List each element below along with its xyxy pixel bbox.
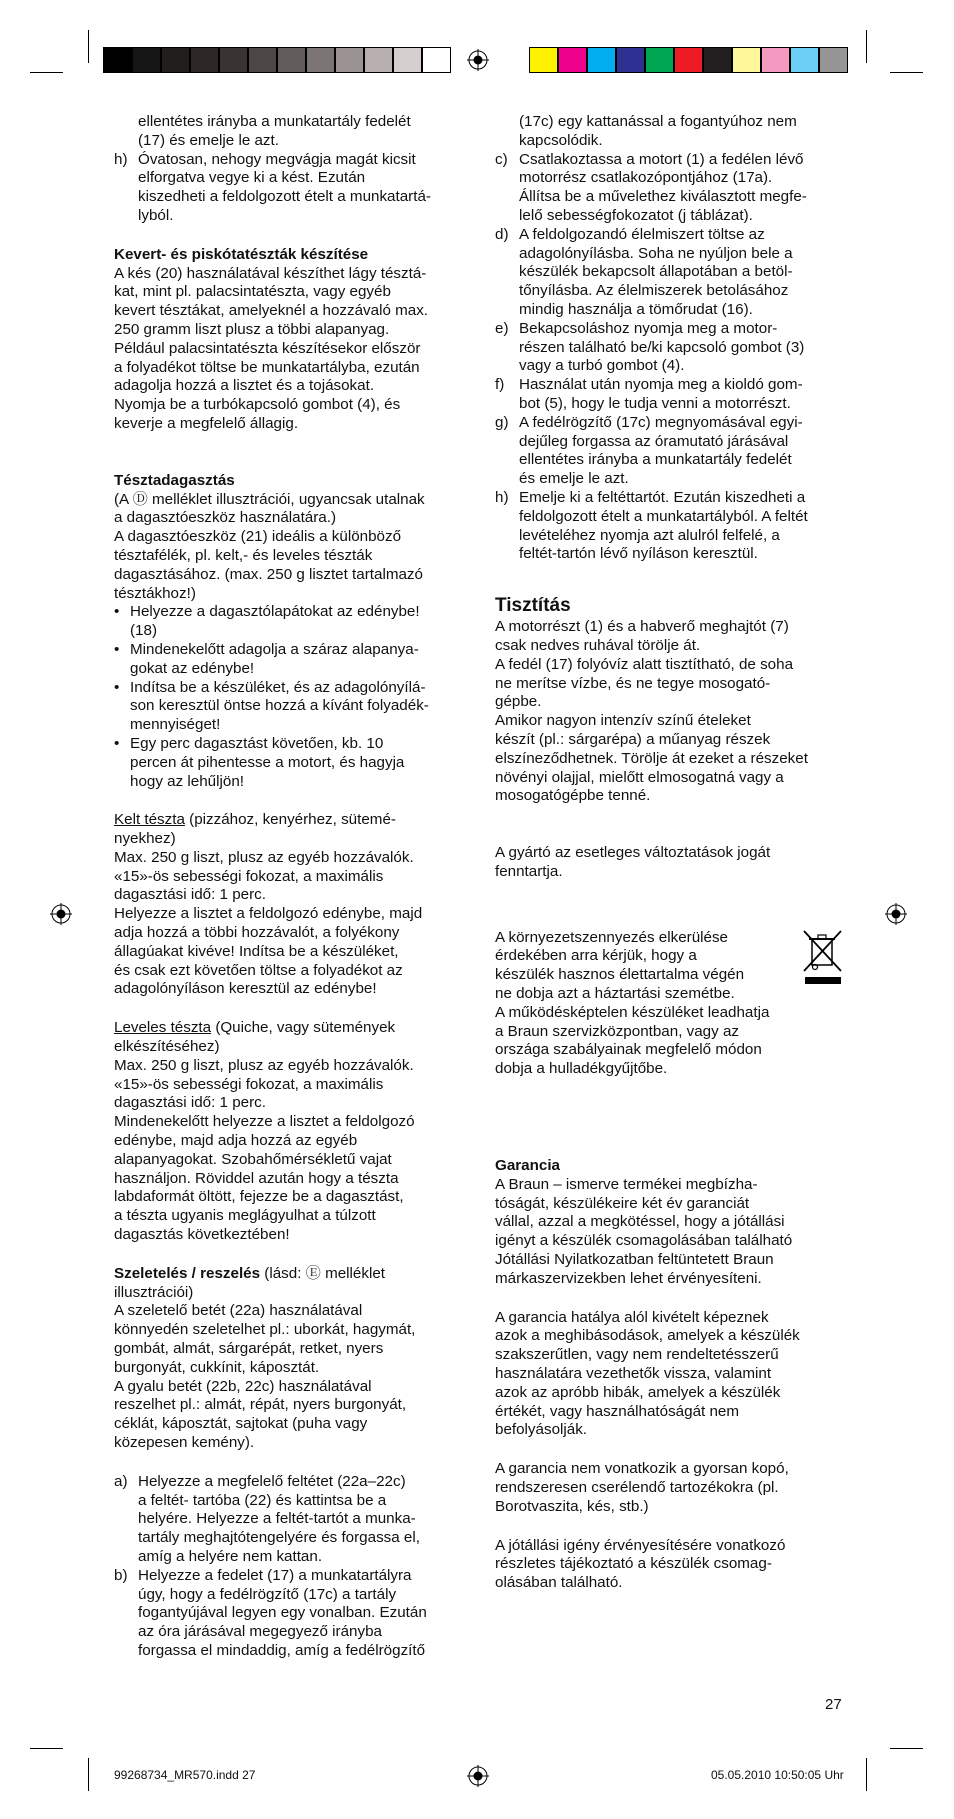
- step-list: [114, 151, 474, 226]
- text-line: son keresztül öntse hozzá a kívánt folyadék-: [130, 697, 429, 715]
- text-line: rendszeresen cserélendő tartozékokra (pl.: [495, 1479, 779, 1497]
- text-line: adagolónyílásba. Soha ne nyúljon bele a: [519, 244, 793, 262]
- text-line: gépbe.: [495, 693, 542, 711]
- list-item: f) Használat után nyomja meg a kioldó gom- bot (5), hogy le tudja venni a motorrészt.: [495, 376, 855, 414]
- text-line: a Braun szervizközpontban, vagy az: [495, 1022, 739, 1040]
- color-swatch: [790, 47, 819, 73]
- registration-mark-icon: [885, 903, 907, 925]
- text-line: növényi olajjal, mielőtt elmosogatná vagy a: [495, 768, 784, 786]
- crop-mark: [88, 1758, 89, 1791]
- color-swatch: [587, 47, 616, 73]
- registration-mark-icon: [467, 1765, 489, 1787]
- text-line: a feltét- tartóba (22) és kattintsa be a: [138, 1491, 387, 1509]
- guarantee-paragraph: [495, 1176, 855, 1289]
- text-line: (18): [130, 622, 158, 640]
- color-swatch: [558, 47, 587, 73]
- grayscale-bar: [103, 47, 451, 73]
- text-line: Jótállási Nyilatkozatban feltüntetett Braun: [495, 1251, 774, 1269]
- text-line: lelő sebességfokozatot (j táblázat).: [519, 206, 753, 224]
- color-swatch: [335, 47, 364, 73]
- list-item: d) A feldolgozandó élelmiszert töltse az adagolónyílásba. Soha ne nyúljon bele a készülék bekapcsolt állapotában a betöl- tőnyílásba. Az élelmiszerek betolásához mindig használja a tömőrudat (16).: [495, 226, 855, 320]
- registration-mark-icon: [50, 903, 72, 925]
- bullet-item: [114, 679, 474, 735]
- list-item: a) Helyezze a megfelelő feltétet (22a–22c) a feltét- tartóba (22) és kattintsa be a helyére. Helyezze a feltét-tartót a munka- tartály meghajtótengelyére és forgassa el, amíg a helyére nem kattan.: [114, 1473, 474, 1567]
- text-line: A garancia nem vonatkozik a gyorsan kopó,: [495, 1460, 789, 1478]
- text-line: Max. 250 g liszt, plusz az egyéb hozzávalók.: [114, 1056, 414, 1074]
- color-swatch: [277, 47, 306, 73]
- text-line: Borotvaszita, kés, stb.): [495, 1497, 649, 1515]
- teszta-body: [114, 491, 474, 604]
- text-line: burgonyát, cukkínit, káposztát.: [114, 1358, 320, 1376]
- text-line: Emelje ki a feltéttartót. Ezután kiszedheti a: [519, 488, 806, 506]
- footer-file: 99268734_MR570.indd 27: [114, 1768, 256, 1782]
- environment-note: [495, 929, 855, 1079]
- text-line: A motorrészt (1) és a habverő meghajtót (7): [495, 618, 789, 636]
- text-line: részen található be/ki kapcsoló gombot (3): [519, 338, 805, 356]
- text-line: készülék bekapcsolt állapotában a betöl-: [519, 263, 793, 281]
- text-line: dagasztásához. (max. 250 g lisztet tartalmazó: [114, 565, 423, 583]
- text-line: bot (5), hogy le tudja venni a motorrészt.: [519, 394, 791, 412]
- crop-mark: [30, 72, 63, 73]
- text-line: amíg a helyére nem kattan.: [138, 1547, 323, 1565]
- text-line: márkaszervizekben lehet érvényesíteni.: [495, 1269, 762, 1287]
- crop-mark: [30, 1748, 63, 1749]
- color-swatch: [190, 47, 219, 73]
- text-line: azok az apróbb hibák, amelyek a készülék: [495, 1383, 781, 1401]
- color-swatch: [422, 47, 451, 73]
- step-list: [114, 1473, 474, 1661]
- text-line: A gyártó az esetleges változtatások jogát: [495, 844, 771, 862]
- text-line: a folyadékot töltse be munkatartályba, ezután: [114, 358, 420, 376]
- text-line: fenntartja.: [495, 862, 563, 880]
- guarantee-paragraph: [495, 1537, 855, 1593]
- text-line: vagy a turbó gombot (4).: [519, 357, 685, 375]
- text-line: • Helyezze a dagasztólapátokat az edénybe!: [130, 603, 420, 621]
- color-swatch: [616, 47, 645, 73]
- text-line: A környezetszennyezés elkerülése: [495, 928, 729, 946]
- text-line: A kés (20) használatával készíthet lágy tésztá-: [114, 264, 427, 282]
- text-line: mosogatógépbe tenné.: [495, 787, 651, 805]
- crop-mark: [890, 1748, 923, 1749]
- text-line: «15»-ös sebességi fokozat, a maximális: [114, 1075, 384, 1093]
- list-item: h) Emelje ki a feltéttartót. Ezután kiszedheti a feldolgozott ételt a munkatartályból. A feltét levételéhez nyomja azt alulról felfelé, a feltét-tartón lévő nyíláson keresztül.: [495, 489, 855, 564]
- text-line: Például palacsintatészta készítésekor először: [114, 339, 421, 357]
- text-line: úgy, hogy a fedélrögzítő (17c) a tartály: [138, 1585, 397, 1603]
- page-number: 27: [825, 1696, 842, 1713]
- color-swatch: [819, 47, 848, 73]
- szeletel-body: [114, 1284, 474, 1453]
- color-swatch: [364, 47, 393, 73]
- list-item: c) Csatlakoztassa a motort (1) a fedélen lévő motorrész csatlakozópontjához (17a). Állítsa be a művelethez kiválasztott megfe- lelő sebességfokozatot (j táblázat).: [495, 151, 855, 226]
- color-swatch: [645, 47, 674, 73]
- text-line: Max. 250 g liszt, plusz az egyéb hozzávalók.: [114, 848, 414, 866]
- text-line: «15»-ös sebességi fokozat, a maximális: [114, 867, 384, 885]
- text-line: Helyezze a megfelelő feltétet (22a–22c): [138, 1472, 406, 1490]
- text-line: készít (pl.: sárgarépa) a műanyag részek: [495, 730, 771, 748]
- text-line: a tészta ugyanis meglágyulhat a túlzott: [114, 1207, 376, 1225]
- step-list: [495, 151, 855, 565]
- list-item: g) A fedélrögzítő (17c) megnyomásával egyi- dejűleg forgassa az óramutató járásával ellentétes irányba a munkatartály fedelét és emelje le azt.: [495, 414, 855, 489]
- footer-date: 05.05.2010 10:50:05 Uhr: [711, 1768, 844, 1782]
- text-line: Mindenekelőtt helyezze a lisztet a feldolgozó: [114, 1113, 415, 1131]
- text-line: elszíneződhetnek. Törölje át ezeket a részeket: [495, 749, 808, 767]
- section-heading: Garancia: [495, 1157, 561, 1175]
- color-swatch: [103, 47, 132, 73]
- color-swatch: [132, 47, 161, 73]
- color-swatch: [219, 47, 248, 73]
- crop-mark: [866, 30, 867, 63]
- text-line: Amikor nagyon intenzív színű ételeket: [495, 712, 751, 730]
- color-swatch: [761, 47, 790, 73]
- tisztitas-body: [495, 618, 855, 806]
- text-line: A fedél (17) folyóvíz alatt tisztítható, de soha: [495, 655, 794, 673]
- text-line: A feldolgozandó élelmiszert töltse az: [519, 225, 765, 243]
- text-line: tóságát, készülékeire két év garanciát: [495, 1194, 750, 1212]
- text-line: percen át pihentesse a motort, és hagyja: [130, 753, 405, 771]
- kevert-body: [114, 265, 474, 434]
- leveles-body: [114, 1038, 474, 1245]
- color-swatch: [732, 47, 761, 73]
- color-swatch: [306, 47, 335, 73]
- text-line: A működésképtelen készüléket leadhatja: [495, 1003, 770, 1021]
- text-line: vállal, azzal a megkötéssel, hogy a jótállási: [495, 1213, 785, 1231]
- text-line: (A Ⓓ melléklet illusztrációi, ugyancsak utalnak: [114, 490, 425, 508]
- crop-mark: [890, 72, 923, 73]
- text-line: dagasztási idő: 1 perc.: [114, 886, 266, 904]
- text-line: labdaformát öltött, fejezze be a dagasztást,: [114, 1188, 404, 1206]
- text-line: országa szabályainak megfelelő módon: [495, 1041, 762, 1059]
- text-line: használatára vezethetők vissza, valamint: [495, 1365, 772, 1383]
- text-line: A dagasztóeszköz (21) ideális a különböző: [114, 528, 402, 546]
- text-line: állagúakat kivéve! Indítsa be a készüléket,: [114, 942, 399, 960]
- text-line: befolyásolják.: [495, 1421, 588, 1439]
- continued-text: (17c) egy kattanással a fogantyúhoz nem kapcsolódik.: [519, 113, 797, 149]
- text-line: céklát, káposztát, sajtokat (puha vagy: [114, 1415, 368, 1433]
- text-line: csak nedves ruhával törölje át.: [495, 636, 701, 654]
- crop-mark: [88, 30, 89, 63]
- text-line: és csak ezt követően töltse a folyadékot az: [114, 961, 403, 979]
- text-line: tartály meghajtótengelyére és forgassa el,: [138, 1529, 420, 1547]
- section-heading: Tésztadagasztás: [114, 471, 235, 489]
- text-line: Állítsa be a művelethez kiválasztott megfe-: [519, 188, 807, 206]
- text-line: elkészítéséhez): [114, 1038, 220, 1056]
- kelt-heading: Kelt tészta (pizzához, kenyérhez, sütemé-: [114, 811, 396, 829]
- crop-mark: [866, 1758, 867, 1791]
- text-line: ne merítse vízbe, és ne tegye mosogató-: [495, 674, 771, 692]
- text-line: adagolja hozzá a lisztet és a tojásokat.: [114, 377, 375, 395]
- text-line: 250 gramm liszt plusz a többi alapanyag.: [114, 320, 390, 338]
- text-line: levételéhez nyomja azt alulról felfelé, a: [519, 526, 780, 544]
- list-item: e) Bekapcsoláshoz nyomja meg a motor- részen található be/ki kapcsoló gombot (3) vagy a turbó gombot (4).: [495, 320, 855, 376]
- text-line: hogy az lehűljön!: [130, 772, 244, 790]
- text-line: Használat után nyomja meg a kioldó gom-: [519, 376, 803, 394]
- text-line: tésztákhoz!): [114, 584, 196, 602]
- text-line: A garancia hatálya alól kivételt képeznek: [495, 1308, 769, 1326]
- text-line: azok a meghibásodások, amelyek a készülék: [495, 1327, 800, 1345]
- text-line: helyére. Helyezze a feltét-tartót a munka-: [138, 1510, 416, 1528]
- bullet-item: [114, 735, 474, 791]
- text-line: mindig használja a tömőrudat (16).: [519, 300, 753, 318]
- text-line: A fedélrögzítő (17c) megnyomásával egyi-: [519, 413, 803, 431]
- text-line: a dagasztóeszköz használatára.): [114, 509, 337, 527]
- right-column: [495, 113, 855, 1593]
- text-line: keverje a megfelelő állagig.: [114, 414, 299, 432]
- color-bar: [529, 47, 848, 73]
- text-line: gombát, almát, sárgarépát, retket, nyers: [114, 1340, 384, 1358]
- text-line: Helyezze a lisztet a feldolgozó edénybe, majd: [114, 905, 423, 923]
- text-line: A gyalu betét (22b, 22c) használatával: [114, 1377, 372, 1395]
- guarantee-paragraph: [495, 1309, 855, 1441]
- continued-text: ellentétes irányba a munkatartály fedelét (17) és emelje le azt.: [138, 113, 411, 149]
- text-line: illusztrációi): [114, 1283, 194, 1301]
- bullet-item: [114, 603, 474, 641]
- text-line: készülék hasznos élettartalma végén: [495, 966, 745, 984]
- manufacturer-note: [495, 844, 855, 882]
- kelt-body: [114, 830, 474, 999]
- text-line: nyekhez): [114, 830, 176, 848]
- text-line: dobja a hulladékgyűjtőbe.: [495, 1060, 668, 1078]
- bullet-item: [114, 641, 474, 679]
- szeletel-heading: Szeletelés / reszelés (lásd: Ⓔ melléklet: [114, 1264, 385, 1282]
- text-line: közepesen kemény).: [114, 1434, 255, 1451]
- text-line: könnyedén szeletelhet pl.: uborkát, hagymát,: [114, 1321, 416, 1339]
- text-line: dagasztási idő: 1 perc.: [114, 1094, 266, 1112]
- text-line: és emelje le azt.: [519, 470, 629, 488]
- text-line: fogantyújával legyen egy vonalban. Ezután: [138, 1604, 427, 1622]
- text-line: Nyomja be a turbókapcsoló gombot (4), és: [114, 396, 401, 414]
- color-swatch: [161, 47, 190, 73]
- text-line: szakszerűtlen, vagy nem rendeltetésszerű: [495, 1346, 779, 1364]
- text-line: tésztafélék, pl. kelt,- és leveles tészták: [114, 546, 373, 564]
- text-line: használjon. Röviddel azután hogy a tészta: [114, 1169, 399, 1187]
- color-swatch: [703, 47, 732, 73]
- section-heading: Kevert- és piskótatészták készítése: [114, 245, 369, 263]
- section-heading: Tisztítás: [495, 595, 571, 617]
- text-line: olásában található.: [495, 1574, 623, 1592]
- text-line: feldolgozott ételt a munkatartályból. A feltét: [519, 507, 808, 525]
- text-line: edénybe, majd adja hozzá az egyéb: [114, 1132, 358, 1150]
- crossed-bin-icon: [801, 929, 845, 987]
- color-swatch: [529, 47, 558, 73]
- text-line: Bekapcsoláshoz nyomja meg a motor-: [519, 319, 778, 337]
- list-item: h) Óvatosan, nehogy megvágja magát kicsit elforgatva vegye ki a kést. Ezután kiszedheti a feldolgozott ételt a munkatartá- lyból.: [114, 150, 431, 224]
- text-line: ellentétes irányba a munkatartály fedelét: [519, 451, 792, 469]
- guarantee-paragraph: [495, 1460, 855, 1516]
- text-line: mennyiséget!: [130, 716, 221, 734]
- text-line: • Egy perc dagasztást követően, kb. 10: [130, 734, 384, 752]
- text-line: kat, mint pl. palacsintatészta, vagy egyéb: [114, 283, 391, 301]
- text-line: érdekében arra kérjük, hogy a: [495, 947, 697, 965]
- color-swatch: [674, 47, 703, 73]
- text-line: gokat az edénybe!: [130, 659, 255, 677]
- text-line: A Braun – ismerve termékei megbízha-: [495, 1175, 758, 1193]
- text-line: • Indítsa be a készüléket, és az adagolónyílá-: [130, 678, 426, 696]
- text-line: Helyezze a fedelet (17) a munkatartályra: [138, 1566, 412, 1584]
- text-line: A szeletelő betét (22a) használatával: [114, 1302, 363, 1320]
- text-line: Csatlakoztassa a motort (1) a fedélen lévő: [519, 150, 804, 168]
- text-line: kevert tésztákat, amelyeknél a hozzávaló max.: [114, 302, 429, 320]
- text-line: A jótállási igény érvényesítésére vonatkozó: [495, 1536, 786, 1554]
- text-line: az óra járásával megegyező irányba: [138, 1623, 382, 1641]
- text-line: adagolónyíláson keresztül az edénybe!: [114, 980, 377, 998]
- text-line: alapanyagokat. Szobahőmérsékletű vajat: [114, 1150, 392, 1168]
- text-line: adja hozzá a többi hozzávalót, a folyékony: [114, 924, 400, 942]
- list-item: b) Helyezze a fedelet (17) a munkatartályra úgy, hogy a fedélrögzítő (17c) a tartály fogantyújával legyen egy vonalban. Ezután az óra járásával megegyező irányba forgassa el mindaddig, amíg a fedélrögzítő: [114, 1567, 474, 1661]
- text-line: dagasztás következtében!: [114, 1226, 290, 1244]
- text-line: dejűleg forgassa az óramutató járásával: [519, 432, 789, 450]
- left-column: [114, 113, 474, 1661]
- color-swatch: [248, 47, 277, 73]
- text-line: motorrész csatlakozópontjához (17a).: [519, 169, 773, 187]
- registration-mark-icon: [467, 49, 489, 71]
- text-line: • Mindenekelőtt adagolja a száraz alapanya-: [130, 640, 419, 658]
- color-swatch: [393, 47, 422, 73]
- text-line: feltét-tartón lévő nyíláson keresztül.: [519, 545, 758, 563]
- bullet-list: [114, 603, 474, 791]
- text-line: igényt a készülék csomagolásában található: [495, 1232, 793, 1250]
- leveles-heading: Leveles tészta (Quiche, vagy sütemények: [114, 1019, 396, 1037]
- text-line: forgassa el mindaddig, amíg a fedélrögzítő: [138, 1641, 426, 1659]
- text-line: ne dobja azt a háztartási szemétbe.: [495, 985, 735, 1003]
- text-line: értékét, vagy használhatóságát nem: [495, 1402, 739, 1420]
- text-line: részletes tájékoztató a készülék csomag-: [495, 1555, 772, 1573]
- text-line: reszelhet pl.: almát, répát, nyers burgonyát,: [114, 1396, 407, 1414]
- text-line: tőnyílásba. Az élelmiszerek betolásához: [519, 282, 789, 300]
